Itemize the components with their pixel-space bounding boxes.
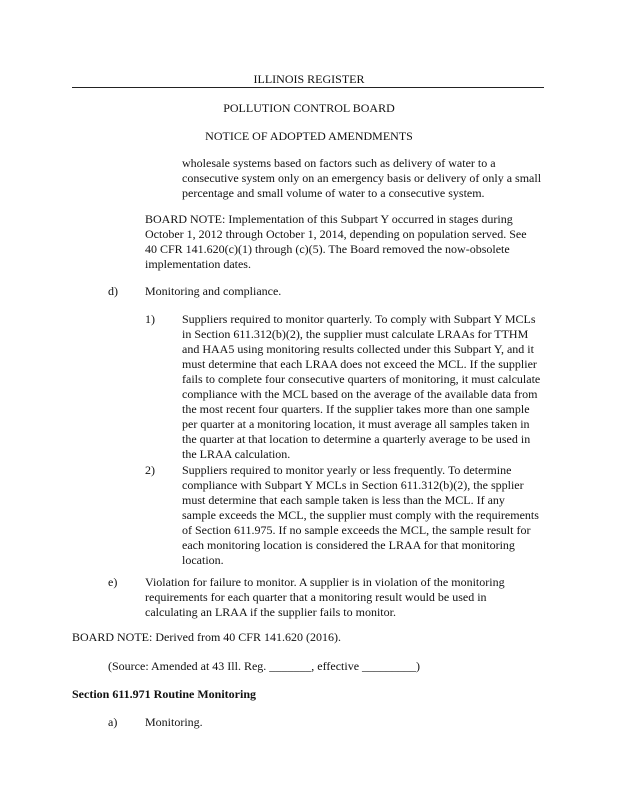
text-line: implementation dates. bbox=[145, 257, 251, 271]
item-1-paragraph bbox=[182, 312, 562, 462]
subsection-d-label: d) bbox=[108, 284, 118, 298]
text-line: each monitoring location is considered the LRAA for that monitoring bbox=[182, 538, 515, 552]
board-note-paragraph bbox=[145, 212, 565, 272]
board-note-derived: BOARD NOTE: Derived from 40 CFR 141.620 (2016). bbox=[72, 630, 341, 644]
header-rule bbox=[72, 87, 544, 88]
subsection-e-paragraph bbox=[145, 575, 565, 620]
text-line: sample exceeds the MCL, the supplier must comply with the requirements bbox=[182, 508, 539, 522]
text-line: the LRAA calculation. bbox=[182, 447, 291, 461]
text-line: of Section 611.975. If no sample exceeds the MCL, the sample result for bbox=[182, 523, 531, 537]
text-line: Violation for failure to monitor. A supplier is in violation of the monitoring bbox=[145, 575, 505, 589]
text-line: the quarter at that location to determine a quarterly average to be used in bbox=[182, 432, 531, 446]
subsection-d-heading: Monitoring and compliance. bbox=[145, 284, 282, 298]
text-line: the most recent four quarters. If the supplier takes more than one sample bbox=[182, 402, 530, 416]
text-line: and HAA5 using monitoring results collected under this Subpart Y, and it bbox=[182, 342, 534, 356]
text-line: compliance with the MCL based on the average of the available data from bbox=[182, 387, 538, 401]
source-note: (Source: Amended at 43 Ill. Reg. _______, effective _________) bbox=[108, 659, 421, 673]
intro-paragraph bbox=[182, 156, 562, 201]
text-line: 40 CFR 141.620(c)(1) through (c)(5). The Board removed the now-obsolete bbox=[145, 242, 510, 256]
text-line: Suppliers required to monitor quarterly. To comply with Subpart Y MCLs bbox=[182, 312, 536, 326]
subsection-a-heading: Monitoring. bbox=[145, 715, 203, 729]
subsection-e-label: e) bbox=[108, 575, 118, 589]
text-line: must determine that each sample taken is less than the MCL. If any bbox=[182, 493, 505, 507]
text-line: must determine that each LRAA does not exceed the MCL. If the supplier bbox=[182, 357, 537, 371]
item-2-paragraph bbox=[182, 463, 562, 568]
text-line: in Section 611.312(b)(2), the supplier must calculate LRAAs for TTHM bbox=[182, 327, 529, 341]
text-line: location. bbox=[182, 553, 224, 567]
text-line: percentage and small volume of water to a consecutive system. bbox=[182, 186, 485, 200]
subsection-a-label: a) bbox=[108, 715, 118, 729]
item-1-label: 1) bbox=[145, 312, 155, 326]
section-heading: Section 611.971 Routine Monitoring bbox=[72, 687, 257, 701]
text-line: calculating an LRAA if the supplier fails to monitor. bbox=[145, 605, 396, 619]
text-line: consecutive system only on an emergency basis or delivery of only a small bbox=[182, 171, 542, 185]
text-line: wholesale systems based on factors such as delivery of water to a bbox=[182, 156, 496, 170]
text-line: requirements for each quarter that a monitoring result would be used in bbox=[145, 590, 487, 604]
board-title: POLLUTION CONTROL BOARD bbox=[223, 101, 395, 115]
text-line: fails to complete four consecutive quarters of monitoring, it must calculate bbox=[182, 372, 541, 386]
text-line: per quarter at a monitoring location, it must average all samples taken in bbox=[182, 417, 530, 431]
text-line: BOARD NOTE: Implementation of this Subpart Y occurred in stages during bbox=[145, 212, 513, 226]
text-line: Suppliers required to monitor yearly or less frequently. To determine bbox=[182, 463, 512, 477]
item-2-label: 2) bbox=[145, 463, 155, 477]
text-line: compliance with Subpart Y MCLs in Section 611.312(b)(2), the s​pplier bbox=[182, 478, 524, 492]
notice-title: NOTICE OF ADOPTED AMENDMENTS bbox=[205, 129, 413, 143]
text-line: October 1, 2012 through October 1, 2014, depending on population served. See bbox=[145, 227, 527, 241]
register-title: ILLINOIS REGISTER bbox=[253, 72, 365, 86]
